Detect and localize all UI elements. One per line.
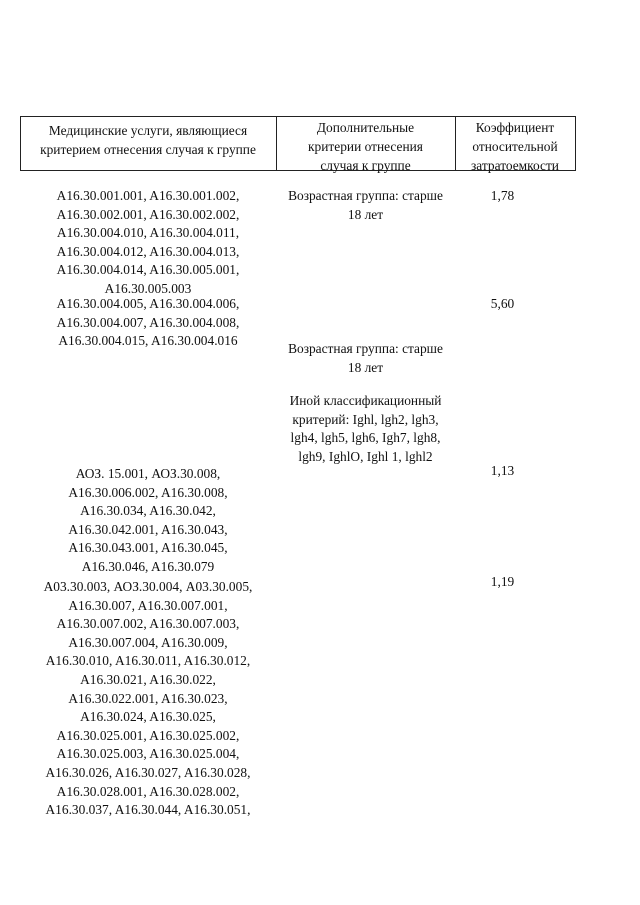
row-5-coefficient: 1,13: [490, 463, 515, 478]
row-5-services: АОЗ. 15.001, АОЗ.30.008, A16.30.006.002, A16.30.008, A16.30.034, A16.30.042, A16.30.042.001, A16.30.043, A16.30.043.001, A16.30.045, A16.30.046, A16.30.079: [68, 466, 228, 574]
row-2-coefficient: 5,60: [490, 296, 515, 311]
row-3-criteria: Возрастная группа: старше 18 лет: [288, 341, 443, 375]
row-2-services: A16.30.004.005, A16.30.004.006, A16.30.004.007, A16.30.004.008, A16.30.004.015, A16.30.004.016: [56, 296, 240, 349]
row-1-services: A16.30.001.001, A16.30.001.002, A16.30.002.001, A16.30.002.002, A16.30.004.010, A16.30.004.011, A16.30.004.012, A16.30.004.013, A16.30.004.014, A16.30.005.001, A16.30.005.003: [56, 188, 240, 296]
row-4-criteria: Иной классификационный критерий: Ighl, lgh2, lgh3, lgh4, lgh5, lgh6, Igh7, lgh8, lgh9, IghlO, Ighl 1, lghl2: [289, 393, 442, 464]
table-right-border: [575, 116, 576, 171]
table-top-border: [20, 116, 576, 117]
row-1-coefficient: 1,78: [490, 188, 515, 203]
row-6-services: А03.30.003, АОЗ.30.004, А03.30.005, A16.30.007, A16.30.007.001, A16.30.007.002, A16.30.007.003, A16.30.007.004, A16.30.009, A16.30.010, A16.30.011, A16.30.012, A16.30.021, A16.30.022, A16.30.022.001, A16.30.023, A16.30.024, A16.30.025, A16.30.025.001, A16.30.025.002, A16.30.025.003, A16.30.025.004, A16.30.026, A16.30.027, A16.30.028, A16.30.028.001, A16.30.028.002, A16.30.037, A16.30.044, A16.30.051,: [43, 579, 253, 818]
header-coefficient: Коэффициент относительной затратоемкости: [471, 120, 559, 173]
row-6-coefficient: 1,19: [490, 574, 515, 589]
header-services: Медицинские услуги, являющиеся критерием отнесения случая к группе: [40, 123, 256, 157]
header-extra-criteria: Дополнительные критерии отнесения случая к группе: [308, 120, 423, 173]
row-1-criteria: Возрастная группа: старше 18 лет: [288, 188, 443, 222]
